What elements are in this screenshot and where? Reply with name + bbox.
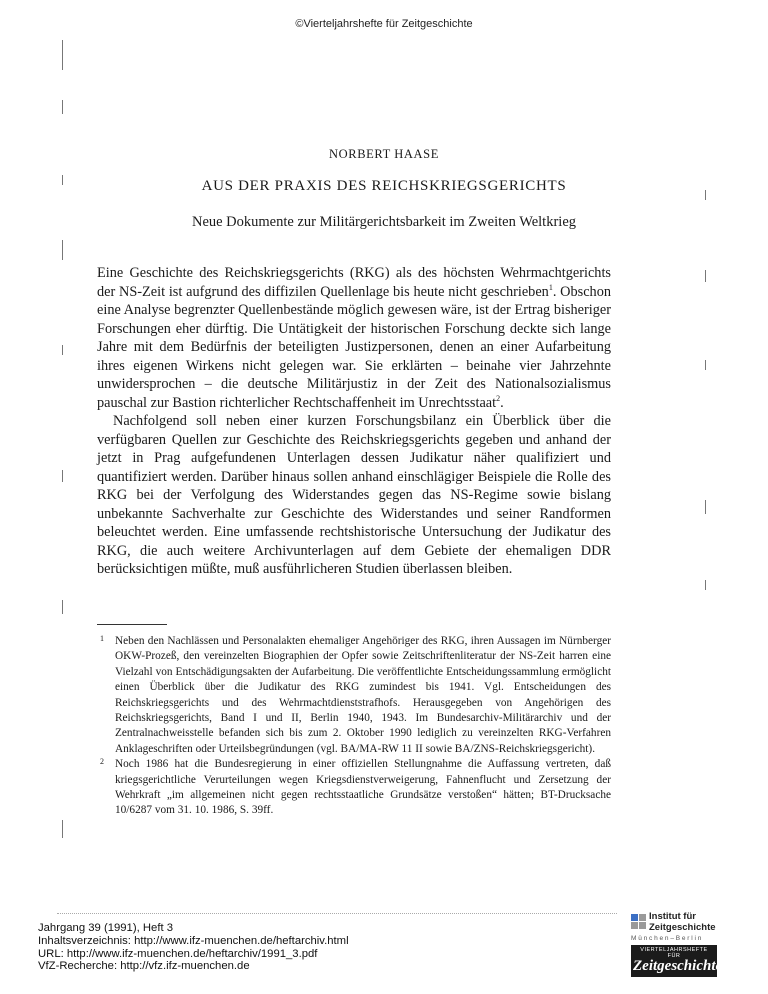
footnote-number: 2 <box>100 757 104 767</box>
copyright-notice: ©Vierteljahrshefte für Zeitgeschichte <box>295 18 473 30</box>
footnote-1 <box>97 634 611 757</box>
article-subtitle: Neue Dokumente zur Militärgerichtsbarkeit im Zweiten Weltkrieg <box>191 214 577 230</box>
paragraph-1-text-c: . <box>500 394 504 411</box>
footnote-divider <box>97 624 167 625</box>
footnote-ref-2: 2 <box>496 393 501 403</box>
logo-city: München–Berlin <box>631 935 704 942</box>
paragraph-1-text-b: . Obschon eine Analyse begrenzter Quellenbestände möglich gewesen wäre, ist der Ertrag bisheriger Forschungen eher dürftig. Die Untätigkeit der historischen Forschung deckte sich lange Jahre mit dem Bedürfnis der beteiligten Justizpersonen, denen an einer Aufarbeitung ihres eigenen Wirkens nicht gelegen war. Sie erklärten – beinahe vier Jahrzehnte unwidersprochen – die deutsche Militärjustiz in der Zeit des Nationalsozialismus pauschal zur Bastion richterlicher Rechtschaffenheit im Unrechtsstaat <box>97 283 611 411</box>
search-link[interactable]: VfZ-Recherche: http://vfz.ifz-muenchen.de <box>38 960 250 973</box>
article-author: NORBERT HAASE <box>329 147 439 161</box>
publication-meta <box>38 922 349 973</box>
paragraph-1 <box>97 264 611 412</box>
footnote-ref-1: 1 <box>548 282 553 292</box>
logo-squares-icon <box>631 914 646 929</box>
footnote-2 <box>97 757 611 819</box>
logo-box-big-text: Zeitgeschichte <box>633 958 723 974</box>
logo-line-2: Zeitgeschichte <box>649 921 716 933</box>
pdf-url-link[interactable]: URL: http://www.ifz-muenchen.de/heftarchiv/1991_3.pdf <box>38 947 318 960</box>
article-title: AUS DER PRAXIS DES REICHSKRIEGSGERICHTS <box>201 178 567 194</box>
logo-journal-box <box>631 945 723 977</box>
toc-link[interactable]: Inhaltsverzeichnis: http://www.ifz-muenchen.de/heftarchiv.html <box>38 934 349 947</box>
article-body <box>97 264 611 579</box>
paragraph-1-text-a: Eine Geschichte des Reichskriegsgerichts (RKG) als des höchsten Wehrmachtgerichts der NS-Zeit ist aufgrund des diffizilen Quellenlage bis heute nicht geschrieben <box>97 265 611 300</box>
logo-line-1: Institut für <box>649 911 696 922</box>
issue-info: Jahrgang 39 (1991), Heft 3 <box>38 922 174 934</box>
logo-box-small-text: VIERTELJAHRSHEFTE FÜR <box>640 947 708 959</box>
scan-dotted-line <box>57 913 617 915</box>
footnotes <box>97 634 611 819</box>
footnote-number: 1 <box>100 634 104 643</box>
ifz-logo <box>631 911 723 977</box>
footnote-text: Neben den Nachlässen und Personalakten ehemaliger Angehöriger des RKG, ihren Aussagen im Nürnberger OKW-Prozeß, den vereinzelten Biographien der Opfer sowie Zeitschriftenliteratur der NS-Zeit harren eine Vielzahl von Entschädigungsakten der Aufarbeitung. Die veröffentlichte Entscheidungssammlung ermöglicht einen Überblick über die Judikatur des RKG zumindest bis 1941. Vgl. Entscheidungen des Reichskriegsgerichts und des Wehrmachtdienststrafhofs. Herausgegeben von Angehörigen des Reichskriegsgerichts, Band I und II, Berlin 1940, 1943. Im Bundesarchiv-Militärarchiv und der Zentralnachweisstelle befanden sich bis zum 2. Oktober 1990 lediglich zu vereinzelten RKG-Verfahren Anklageschriften oder Urteilsbegründungen (vgl. BA/MA-RW 11 II sowie BA/ZNS-Reichskriegsgericht). <box>115 635 611 755</box>
paragraph-2: Nachfolgend soll neben einer kurzen Forschungsbilanz ein Überblick über die verfügbaren Quellen zur Geschichte des Reichskriegsgerichts gegeben und anhand der jetzt in Prag aufgefundenen Unterlagen dessen Judikatur näher qualifiziert und quantifiziert werden. Darüber hinaus sollen anhand einschlägiger Beispiele die Rolle des RKG bei der Verfolgung des Widerstandes gegen das NS-Regime sowie bislang unbekannte Sachverhalte zur Geschichte des Widerstandes und seiner Randformen beleuchtet werden. Eine umfassende rechtshistorische Untersuchung der Judikatur des RKG, die auch weitere Archivunterlagen auf dem Gebiete der ehemaligen DDR berücksichtigen müßte, muß ausführlicheren Studien überlassen bleiben. <box>97 413 611 577</box>
footnote-text: Noch 1986 hat die Bundesregierung in einer offiziellen Stellungnahme die Auffassung vertreten, daß kriegsgerichtliche Verurteilungen wegen Kriegsdienstverweigerung, Fahnenflucht und Zersetzung der Wehrkraft „im allgemeinen nicht gegen rechtsstaatliche Grundsätze verstoßen“ hätten; BT-Drucksache 10/6287 vom 31. 10. 1986, S. 39ff. <box>115 758 611 817</box>
